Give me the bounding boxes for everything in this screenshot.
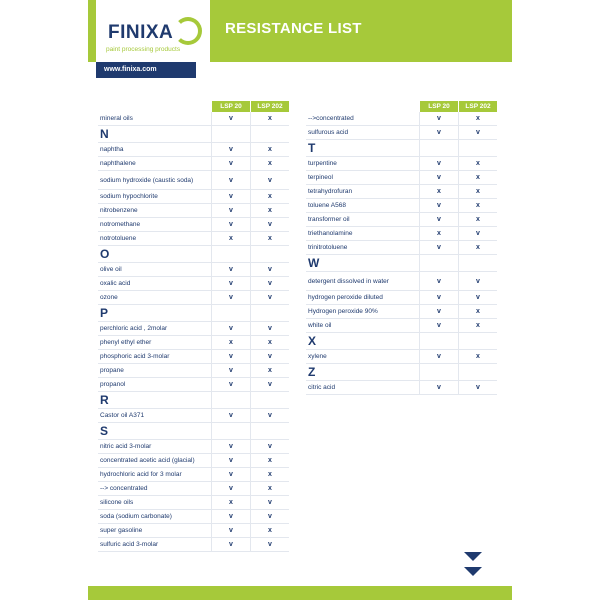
lsp202-result: v [459, 126, 498, 140]
lsp20-result: v [420, 171, 459, 185]
lsp20-result: v [420, 381, 459, 395]
lsp202-result: v [251, 378, 290, 392]
lsp20-result: v [212, 204, 251, 218]
column-header-lsp20: LSP 20 [420, 101, 459, 112]
lsp20-result: x [420, 227, 459, 241]
substance-name: mineral oils [98, 112, 212, 126]
empty-cell [420, 364, 459, 381]
lsp20-result: v [212, 482, 251, 496]
substance-name: sodium hypochlorite [98, 190, 212, 204]
table-row [306, 241, 497, 255]
lsp202-result: x [459, 213, 498, 227]
section-letter-row [306, 333, 497, 350]
lsp20-result: v [212, 112, 251, 126]
empty-cell [212, 126, 251, 143]
empty-cell [212, 423, 251, 440]
substance-name: soda (sodium carbonate) [98, 510, 212, 524]
lsp202-result: v [251, 218, 290, 232]
substance-name: notrotoluene [98, 232, 212, 246]
substance-name: silicone oils [98, 496, 212, 510]
lsp202-result: v [251, 291, 290, 305]
lsp202-result: x [459, 157, 498, 171]
resistance-table-right [306, 101, 497, 395]
table-row [306, 171, 497, 185]
empty-cell [251, 392, 290, 409]
section-letter: S [98, 423, 212, 440]
lsp202-result: x [251, 143, 290, 157]
lsp20-result: v [420, 157, 459, 171]
table-header-row [98, 101, 289, 112]
lsp202-result: v [251, 322, 290, 336]
substance-name: Castor oil A371 [98, 409, 212, 423]
substance-name: --> concentrated [98, 482, 212, 496]
section-letter-row [306, 364, 497, 381]
table-row [306, 213, 497, 227]
empty-cell [420, 140, 459, 157]
table-row [98, 482, 289, 496]
substance-name: hydrochloric acid for 3 molar [98, 468, 212, 482]
empty-cell [212, 392, 251, 409]
table-row [306, 272, 497, 291]
lsp20-result: v [420, 112, 459, 126]
table-row [98, 350, 289, 364]
substance-name: naphthalene [98, 157, 212, 171]
section-letter-row [306, 255, 497, 272]
lsp20-result: v [212, 538, 251, 552]
header-blank [98, 101, 212, 112]
lsp202-result: x [251, 524, 290, 538]
lsp202-result: x [459, 350, 498, 364]
table-row [306, 227, 497, 241]
lsp20-result: v [212, 171, 251, 190]
lsp20-result: v [212, 454, 251, 468]
empty-cell [459, 255, 498, 272]
logo-wordmark: FINIXA [108, 22, 174, 43]
table-row [98, 378, 289, 392]
substance-name: nitric acid 3-molar [98, 440, 212, 454]
section-letter: T [306, 140, 420, 157]
lsp20-result: v [420, 272, 459, 291]
column-header-lsp202: LSP 202 [459, 101, 498, 112]
substance-name: sulfuric acid 3-molar [98, 538, 212, 552]
lsp202-result: v [251, 263, 290, 277]
table-row [98, 364, 289, 378]
lsp202-result: v [251, 409, 290, 423]
lsp202-result: x [251, 232, 290, 246]
table-row [306, 199, 497, 213]
lsp20-result: v [420, 291, 459, 305]
lsp20-result: v [420, 126, 459, 140]
lsp202-result: x [251, 336, 290, 350]
lsp202-result: x [459, 112, 498, 126]
table-row [98, 157, 289, 171]
substance-name: olive oil [98, 263, 212, 277]
table-row [98, 204, 289, 218]
table-row [98, 291, 289, 305]
substance-name: tetrahydrofuran [306, 185, 420, 199]
substance-name: concentrated acetic acid (glacial) [98, 454, 212, 468]
section-letter: N [98, 126, 212, 143]
substance-name: sodium hydroxide (caustic soda) [98, 171, 212, 190]
lsp20-result: v [420, 305, 459, 319]
lsp20-result: v [212, 277, 251, 291]
section-letter: X [306, 333, 420, 350]
logo-tagline: paint processing products [106, 46, 181, 53]
lsp20-result: v [212, 440, 251, 454]
section-letter: O [98, 246, 212, 263]
lsp20-result: v [212, 190, 251, 204]
table-row [98, 409, 289, 423]
empty-cell [212, 246, 251, 263]
lsp20-result: v [420, 199, 459, 213]
logo-swirl-icon [174, 17, 202, 45]
section-letter: Z [306, 364, 420, 381]
finixa-logo [96, 0, 210, 62]
lsp202-result: v [251, 496, 290, 510]
lsp202-result: v [251, 277, 290, 291]
section-letter-row [98, 246, 289, 263]
substance-name: xylene [306, 350, 420, 364]
lsp202-result: x [459, 305, 498, 319]
lsp20-result: x [212, 496, 251, 510]
substance-name: super gasoline [98, 524, 212, 538]
lsp202-result: v [459, 381, 498, 395]
lsp202-result: x [251, 157, 290, 171]
lsp20-result: v [212, 263, 251, 277]
substance-name: citric acid [306, 381, 420, 395]
empty-cell [251, 305, 290, 322]
table-row [306, 305, 497, 319]
lsp202-result: x [251, 454, 290, 468]
substance-name: hydrogen peroxide diluted [306, 291, 420, 305]
substance-name: propanol [98, 378, 212, 392]
substance-name: phosphoric acid 3-molar [98, 350, 212, 364]
lsp202-result: v [251, 171, 290, 190]
table-row [306, 319, 497, 333]
lsp20-result: v [212, 218, 251, 232]
substance-name: ozone [98, 291, 212, 305]
table-row [98, 232, 289, 246]
table-row [98, 496, 289, 510]
substance-name: notromethane [98, 218, 212, 232]
lsp20-result: v [212, 350, 251, 364]
lsp20-result: v [212, 409, 251, 423]
column-header-lsp20: LSP 20 [212, 101, 251, 112]
empty-cell [251, 126, 290, 143]
table-row [306, 350, 497, 364]
empty-cell [420, 333, 459, 350]
empty-cell [459, 333, 498, 350]
table-row [98, 322, 289, 336]
lsp202-result: x [251, 364, 290, 378]
substance-name: perchloric acid , 2molar [98, 322, 212, 336]
lsp20-result: v [212, 291, 251, 305]
lsp20-result: x [420, 185, 459, 199]
lsp20-result: v [212, 468, 251, 482]
substance-name: sulfurous acid [306, 126, 420, 140]
lsp20-result: v [212, 322, 251, 336]
substance-name: oxalic acid [98, 277, 212, 291]
lsp202-result: v [459, 227, 498, 241]
lsp20-result: v [212, 157, 251, 171]
substance-name: propane [98, 364, 212, 378]
lsp20-result: x [212, 336, 251, 350]
table-row [306, 291, 497, 305]
substance-name: -->concentrated [306, 112, 420, 126]
substance-name: white oil [306, 319, 420, 333]
empty-cell [251, 246, 290, 263]
substance-name: phenyl ethyl ether [98, 336, 212, 350]
substance-name: detergent dissolved in water [306, 272, 420, 291]
footer-band [88, 586, 512, 600]
empty-cell [459, 364, 498, 381]
table-row [98, 468, 289, 482]
lsp20-result: v [212, 364, 251, 378]
table-row [98, 277, 289, 291]
substance-name: nitrobenzene [98, 204, 212, 218]
lsp202-result: v [251, 440, 290, 454]
table-row [306, 157, 497, 171]
lsp20-result: v [212, 378, 251, 392]
table-row [98, 143, 289, 157]
section-letter-row [98, 126, 289, 143]
substance-name: trinitrotoluene [306, 241, 420, 255]
empty-cell [459, 140, 498, 157]
chevron-down-icon[interactable] [464, 552, 482, 561]
lsp202-result: x [459, 199, 498, 213]
section-letter: W [306, 255, 420, 272]
page-title: RESISTANCE LIST [225, 20, 362, 37]
section-letter-row [98, 305, 289, 322]
lsp202-result: v [251, 510, 290, 524]
lsp202-result: x [251, 190, 290, 204]
lsp20-result: v [420, 213, 459, 227]
table-row [306, 112, 497, 126]
table-row [306, 381, 497, 395]
lsp20-result: x [212, 232, 251, 246]
lsp202-result: x [459, 319, 498, 333]
table-header-row [306, 101, 497, 112]
substance-name: turpentine [306, 157, 420, 171]
section-letter-row [98, 392, 289, 409]
table-row [98, 112, 289, 126]
substance-name: terpineol [306, 171, 420, 185]
table-row [98, 538, 289, 552]
substance-name: Hydrogen peroxide 90% [306, 305, 420, 319]
header-blank [306, 101, 420, 112]
lsp202-result: x [251, 204, 290, 218]
section-letter: P [98, 305, 212, 322]
table-row [98, 524, 289, 538]
lsp202-result: x [459, 241, 498, 255]
empty-cell [420, 255, 459, 272]
substance-name: triethanolamine [306, 227, 420, 241]
table-row [98, 190, 289, 204]
section-letter-row [98, 423, 289, 440]
lsp20-result: v [212, 143, 251, 157]
lsp20-result: v [212, 524, 251, 538]
lsp202-result: v [459, 272, 498, 291]
chevron-down-icon[interactable] [464, 567, 482, 576]
lsp202-result: v [459, 291, 498, 305]
column-header-lsp202: LSP 202 [251, 101, 290, 112]
substance-name: transformer oil [306, 213, 420, 227]
lsp202-result: v [251, 538, 290, 552]
table-row [306, 126, 497, 140]
table-row [306, 185, 497, 199]
lsp202-result: v [251, 350, 290, 364]
table-row [98, 263, 289, 277]
empty-cell [212, 305, 251, 322]
table-row [98, 454, 289, 468]
lsp202-result: x [459, 171, 498, 185]
table-row [98, 171, 289, 190]
table-row [98, 218, 289, 232]
website-url[interactable]: www.finixa.com [96, 62, 196, 78]
section-letter: R [98, 392, 212, 409]
lsp20-result: v [420, 350, 459, 364]
lsp202-result: x [459, 185, 498, 199]
lsp20-result: v [212, 510, 251, 524]
table-row [98, 510, 289, 524]
lsp20-result: v [420, 319, 459, 333]
lsp20-result: v [420, 241, 459, 255]
table-row [98, 440, 289, 454]
lsp202-result: x [251, 482, 290, 496]
lsp202-result: x [251, 112, 290, 126]
table-row [98, 336, 289, 350]
empty-cell [251, 423, 290, 440]
resistance-table-left [98, 101, 289, 552]
substance-name: naphtha [98, 143, 212, 157]
lsp202-result: x [251, 468, 290, 482]
section-letter-row [306, 140, 497, 157]
substance-name: toluene A568 [306, 199, 420, 213]
